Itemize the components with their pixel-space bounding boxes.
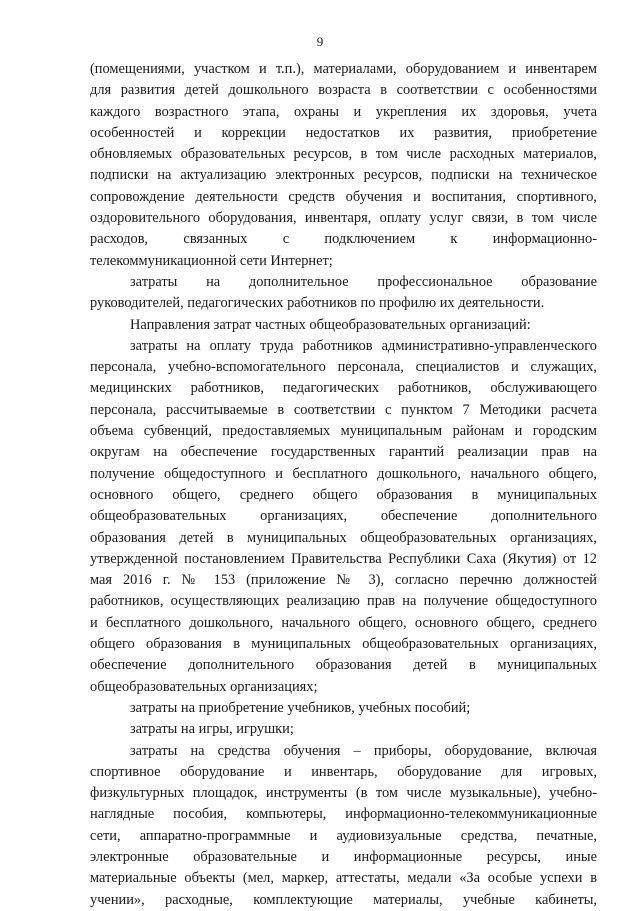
text-line: работников, осуществляющих реализацию прав на получение общедоступного [90,593,597,610]
text-line: медицинских работников, педагогических работников, обслуживающего [90,380,597,397]
text-line: основного общего, среднего общего образования в муниципальных [90,486,597,503]
text-line: телекоммуникационной сети Интернет; [90,252,333,269]
text-line: учении», расходные, комплектующие материалы, учебные кабинеты, [90,891,597,908]
text-line: мая 2016 г. № 153 (приложение № 3), согласно перечню должностей [90,572,597,589]
text-line: затраты на средства обучения – приборы, оборудование, включая [130,742,597,759]
text-line: объема субвенций, предоставляемых муниципальным районам и городским [90,423,597,440]
paragraph [90,698,597,719]
text-line: округам на обеспечение государственных гарантий реализации прав на [90,444,597,461]
text-line: электронные образовательные и информационные ресурсы, иные [90,848,597,865]
paragraph [90,741,597,911]
text-line: особенностей и коррекции недостатков их развития, приобретение [90,124,597,141]
text-line: материальные объекты (мел, маркер, аттестаты, медали «За особые успехи в [90,870,597,887]
text-line: руководителей, педагогических работников по профилю их деятельности. [90,295,545,312]
text-line: обновляемых образовательных ресурсов, в том числе расходных материалов, [90,146,597,163]
paragraph [90,315,597,336]
text-line: оздоровительного оборудования, инвентаря, оплату услуг связи, в том числе [90,210,597,227]
text-line: для развития детей дошкольного возраста в соответствии с особенностями [90,82,597,99]
text-line: персонала, учебно-вспомогательного персонала, специалистов и служащих, [90,359,597,376]
text-line: затраты на игры, игрушки; [130,721,294,738]
text-line: подписки на актуализацию электронных ресурсов, подписки на техническое [90,167,597,184]
text-line: наглядные пособия, компьютеры, информационно-телекоммуникационные [90,806,597,823]
paragraph [90,336,597,698]
document-body [90,59,597,911]
text-line: общеобразовательных организациях; [90,678,318,695]
paragraph [90,719,597,740]
text-line: каждого возрастного этапа, охраны и укрепления их здоровья, учета [90,103,597,120]
text-line: персонала, рассчитываемые в соответствии с пунктом 7 Методики расчета [90,401,597,418]
text-line: общего образования в муниципальных общеобразовательных организациях, [90,636,597,653]
text-line: затраты на приобретение учебников, учебных пособий; [130,699,471,716]
text-line: затраты на дополнительное профессиональное образование [130,273,597,290]
text-line: Направления затрат частных общеобразовательных организаций: [130,316,531,333]
text-line: получение общедоступного и бесплатного дошкольного, начального общего, [90,465,597,482]
paragraph [90,59,597,272]
text-line: сопровождение деятельности средств обучения и воспитания, спортивного, [90,188,597,205]
text-line: физкультурных площадок, инструменты (в том числе музыкальные), учебно- [90,785,597,802]
text-line: расходов, связанных с подключением к информационно- [90,231,597,248]
text-line: (помещениями, участком и т.п.), материалами, оборудованием и инвентарем [90,61,597,77]
text-line: и бесплатного дошкольного, начального общего, основного общего, среднего [90,614,597,631]
text-line: образования детей в муниципальных общеобразовательных организациях, [90,529,597,546]
text-line: общеобразовательных организациях, обеспечение дополнительного [90,508,597,525]
paragraph [90,272,597,315]
text-line: сети, аппаратно-программные и аудиовизуальные средства, печатные, [90,827,597,844]
text-line: утвержденной постановлением Правительства Республики Саха (Якутия) от 12 [90,550,597,567]
page-number: 9 [316,34,324,49]
text-line: обеспечение дополнительного образования детей в муниципальных [90,657,597,674]
text-line: спортивное оборудование и инвентарь, оборудование для игровых, [90,763,597,780]
text-line: затраты на оплату труда работников административно-управленческого [130,337,597,354]
